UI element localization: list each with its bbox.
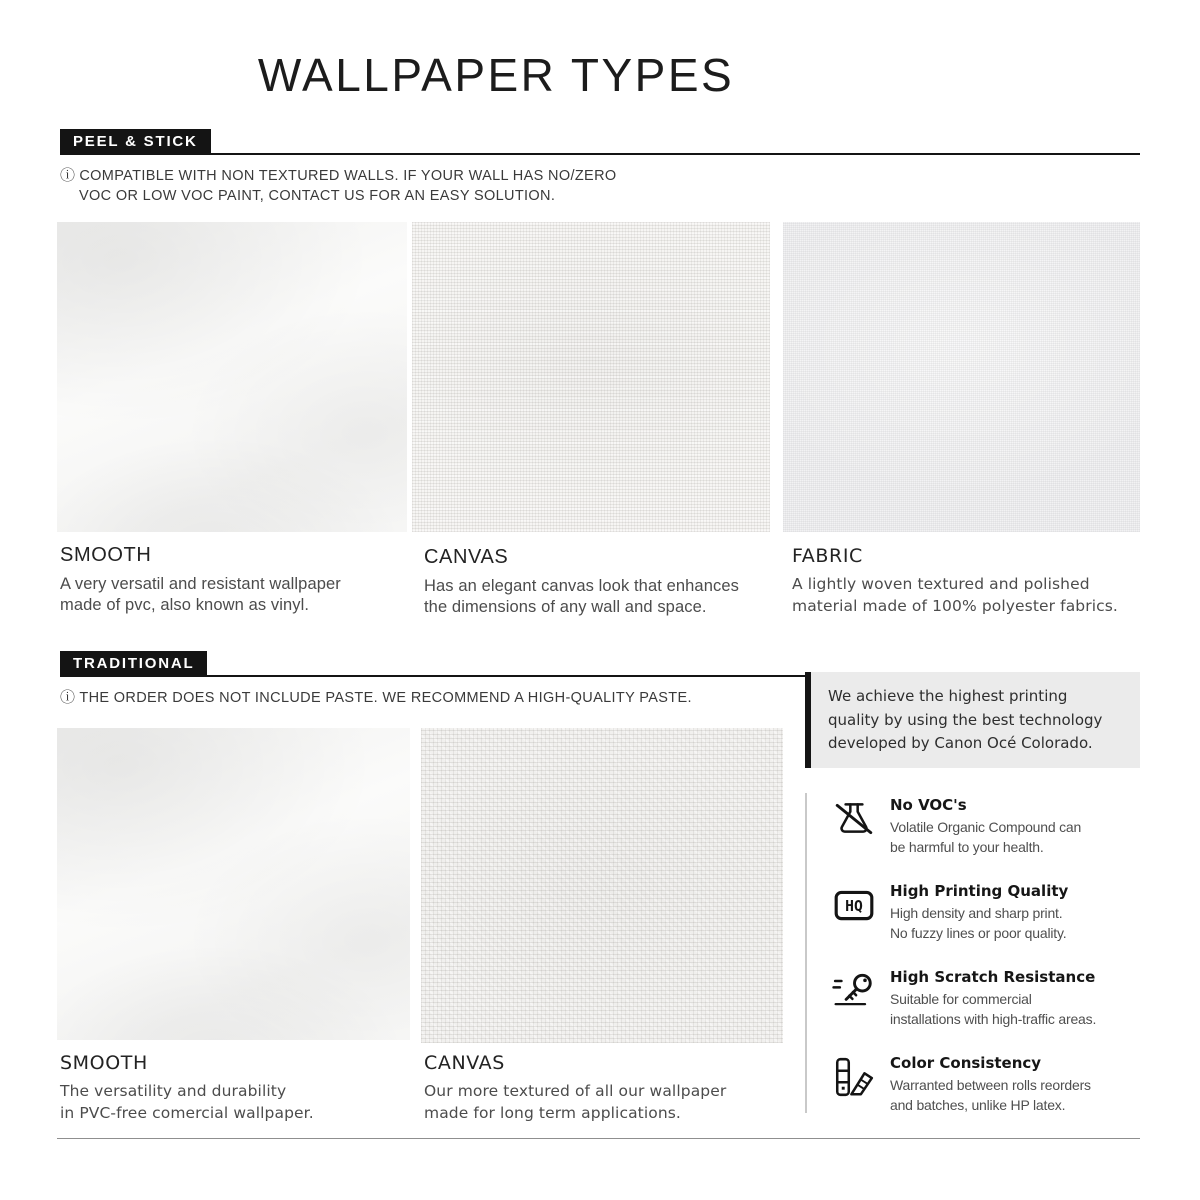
swatch-name: SMOOTH — [60, 544, 152, 566]
note-traditional — [60, 688, 692, 708]
note-line: VOC OR LOW VOC PAINT, CONTACT US FOR AN EASY SOLUTION. — [79, 188, 556, 204]
swatch-desc-line: A lightly woven textured and polished — [792, 575, 1090, 593]
swatch-name: CANVAS — [424, 1052, 505, 1074]
page-title: WALLPAPER TYPES — [257, 49, 735, 101]
swatch-name: CANVAS — [424, 546, 509, 568]
color-swatches-icon — [832, 1055, 876, 1099]
swatch-desc-line: Our more textured of all our wallpaper — [424, 1082, 727, 1100]
swatch-desc-line: The versatility and durability — [60, 1082, 287, 1100]
feature-desc-line: Volatile Organic Compound can — [890, 819, 1082, 835]
feature-desc-line: Warranted between rolls reorders — [890, 1077, 1091, 1093]
info-icon: ⓘ — [60, 167, 76, 184]
feature-no-voc — [830, 796, 1146, 857]
feature-desc-line: Suitable for commercial — [890, 991, 1032, 1007]
feature-desc-line: High density and sharp print. — [890, 905, 1063, 921]
feature-desc-line: and batches, unlike HP latex. — [890, 1096, 1066, 1113]
note-line: COMPATIBLE WITH NON TEXTURED WALLS. IF YOUR WALL HAS NO/ZERO — [79, 168, 617, 184]
swatch-desc-line: A very versatil and resistant wallpaper — [60, 575, 341, 593]
swatch-name: FABRIC — [792, 545, 863, 567]
caption-smooth-peel-stick — [60, 544, 415, 616]
swatch-smooth-peel-stick — [57, 222, 407, 532]
swatch-desc-line: Has an elegant canvas look that enhances — [424, 577, 739, 595]
bottom-divider — [57, 1138, 1140, 1139]
swatch-desc-line: the dimensions of any wall and space. — [424, 598, 707, 616]
swatch-desc-line: material made of 100% polyester fabrics. — [792, 596, 1118, 615]
swatch-smooth-traditional — [57, 728, 410, 1040]
no-voc-icon — [832, 797, 876, 841]
caption-smooth-traditional — [60, 1052, 415, 1124]
feature-title: High Printing Quality — [890, 882, 1069, 900]
feature-title: High Scratch Resistance — [890, 968, 1096, 986]
feature-high-scratch-resistance — [830, 968, 1146, 1029]
feature-color-consistency — [830, 1054, 1146, 1115]
section-badge-traditional: TRADITIONAL — [60, 651, 207, 677]
hq-badge-icon — [832, 883, 876, 927]
caption-canvas-traditional — [424, 1052, 794, 1124]
features-vertical-rule — [805, 793, 807, 1113]
swatch-desc-line: made for long term applications. — [424, 1103, 681, 1122]
swatch-name: SMOOTH — [60, 1052, 148, 1074]
feature-desc-line: No fuzzy lines or poor quality. — [890, 924, 1067, 941]
section-header-peel-stick — [60, 128, 1140, 155]
swatch-desc-line: in PVC-free comercial wallpaper. — [60, 1103, 314, 1122]
swatch-canvas-peel-stick — [412, 222, 770, 532]
hq-icon-text: HQ — [845, 897, 863, 915]
swatch-desc-line: made of pvc, also known as vinyl. — [60, 596, 310, 614]
feature-title: Color Consistency — [890, 1054, 1042, 1072]
printing-quality-quote — [811, 672, 1140, 768]
feature-title: No VOC's — [890, 796, 967, 814]
feature-desc-line: be harmful to your health. — [890, 838, 1044, 855]
caption-fabric-peel-stick — [792, 545, 1147, 617]
section-badge-peel-stick: PEEL & STICK — [60, 129, 211, 155]
quote-line: developed by Canon Océ Colorado. — [828, 734, 1093, 752]
note-line: THE ORDER DOES NOT INCLUDE PASTE. WE RECOMMEND A HIGH-QUALITY PASTE. — [79, 690, 692, 706]
swatch-canvas-traditional — [421, 728, 783, 1043]
key-scratch-icon — [832, 969, 876, 1013]
info-icon: ⓘ — [60, 689, 76, 706]
quote-line: We achieve the highest printing — [828, 687, 1068, 705]
feature-high-printing-quality — [830, 882, 1146, 943]
feature-desc-line: installations with high-traffic areas. — [890, 1010, 1097, 1027]
caption-canvas-peel-stick — [424, 546, 784, 618]
swatch-fabric-peel-stick — [783, 222, 1140, 532]
note-peel-stick — [60, 166, 617, 206]
quote-line: quality by using the best technology — [828, 710, 1103, 729]
